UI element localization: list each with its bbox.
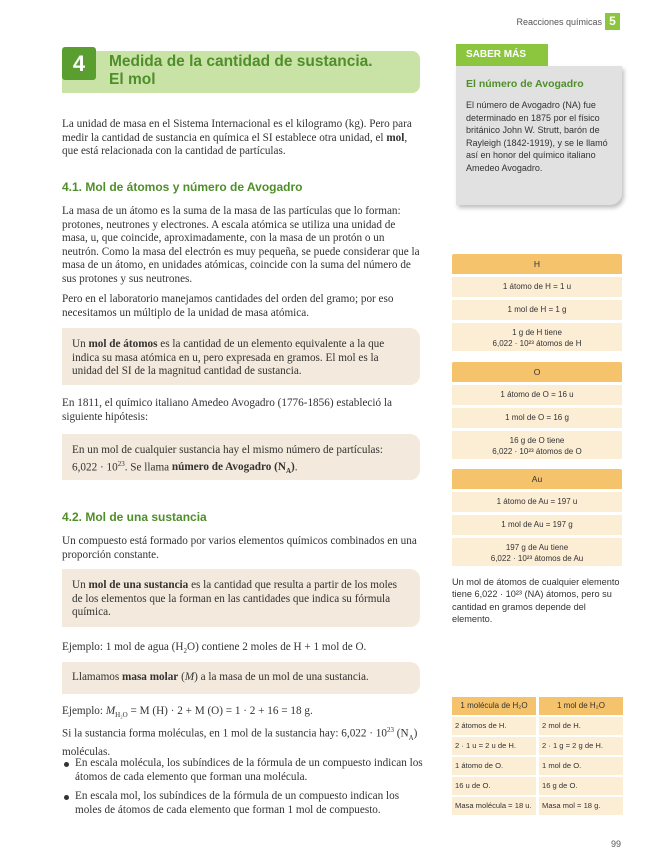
table-header-row xyxy=(452,697,624,715)
element-atom-count: 16 g de O tiene 6,022 · 10²³ átomos de O xyxy=(452,431,622,459)
element-table-au xyxy=(452,469,622,566)
table-cell: 2 mol de H. xyxy=(539,717,623,735)
element-mol-mass: 1 mol de Au = 197 g xyxy=(452,515,622,535)
intro-paragraph: La unidad de masa en el Sistema Internacional es el kilogramo (kg). Pero para medir la cantidad de sustancia en química el SI establece otra unidad, el mol, que está relacionada con la cantidad de partículas. xyxy=(62,118,412,158)
table-row xyxy=(452,717,624,735)
element-atom-mass: 1 átomo de Au = 197 u xyxy=(452,492,622,512)
table-cell: Masa mol = 18 g. xyxy=(539,797,623,815)
table-cell: Masa molécula = 18 u. xyxy=(452,797,536,815)
mol-note: Un mol de átomos de cualquier elemento tiene 6,022 · 10²³ (NA) átomos, pero su cantidad en gramos depende del elemento. xyxy=(452,577,620,625)
table-row xyxy=(452,757,624,775)
list-item: En escala mol, los subíndices de la fórmula de un compuesto indican los moles de átomos de cada elemento que forman 1 mol de compuesto. xyxy=(62,790,424,817)
chapter-number-badge: 5 xyxy=(605,13,620,30)
chapter-title: Reacciones químicas xyxy=(516,17,602,27)
column-header: 1 mol de H₂O xyxy=(539,697,623,715)
section-title xyxy=(109,53,409,89)
example-molar-mass: Ejemplo: $M_{H_2O} = M$ (H) · 2 + M (O) = 1 · 2 + 16 = 18 g. xyxy=(62,705,313,720)
table-cell: 2 · 1 u = 2 u de H. xyxy=(452,737,536,755)
subsection-title-4-1: 4.1. Mol de átomos y número de Avogadro xyxy=(62,180,303,194)
saber-mas-title: El número de Avogadro xyxy=(466,78,584,90)
section-number: 4 xyxy=(62,47,96,80)
element-mol-mass: 1 mol de O = 16 g xyxy=(452,408,622,428)
element-atom-mass: 1 átomo de O = 16 u xyxy=(452,385,622,405)
saber-mas-tab: SABER MÁS xyxy=(456,44,548,66)
element-atom-count: 1 g de H tiene 6,022 · 10²³ átomos de H xyxy=(452,323,622,351)
table-cell: 16 g de O. xyxy=(539,777,623,795)
table-cell: 2 átomos de H. xyxy=(452,717,536,735)
subsection-title-4-2: 4.2. Mol de una sustancia xyxy=(62,510,207,524)
section-title-line1: Medida de la cantidad de sustancia. xyxy=(109,53,373,70)
paragraph-atom-mass: La masa de un átomo es la suma de la masa de las partículas que lo forman: protones, neutrones y electrones. A escala atómica se utiliza una unidad de masa, u, que coincide, aproximadamente, con la masa de un protón o un neutrón. Como la masa del electrón es muy pequeña, se puede considerar que la masa de un átomo, en unidades atómicas, coincide con la suma del número de sus protones y sus neutrones. xyxy=(62,205,420,285)
element-table-o xyxy=(452,362,622,459)
list-item: En escala molécula, los subíndices de la fórmula de un compuesto indican los átomos de cada elemento que forman una molécula. xyxy=(62,757,424,784)
column-header: 1 molécula de H₂O xyxy=(452,697,536,715)
table-cell: 1 mol de O. xyxy=(539,757,623,775)
table-row xyxy=(452,737,624,755)
table-cell: 1 átomo de O. xyxy=(452,757,536,775)
paragraph-laboratory: Pero en el laboratorio manejamos cantidades del orden del gramo; por eso necesitamos un múltiplo de la unidad de masa atómica. xyxy=(62,293,394,319)
comparison-table xyxy=(452,697,624,817)
definition-box-mol-substance: Un mol de una sustancia es la cantidad que resulta a partir de los moles de los elementos que la forman en las cantidades que indica su fórmula química. xyxy=(62,569,420,627)
table-cell: 16 u de O. xyxy=(452,777,536,795)
definition-box-mol-atoms: Un mol de átomos es la cantidad de un elemento equivalente a la que indica su masa atómica en u, pero expresada en gramos. El mol es la unidad del SI de la magnitud cantidad de sustancia. xyxy=(62,328,420,385)
saber-mas-text: El número de Avogadro (NA) fue determinado en 1875 por el físico británico John W. Strutt, barón de Rayleigh (1842-1919), y se le llamó así en honor del químico italiano Amedeo Avogadro. xyxy=(466,100,608,173)
page-number: 99 xyxy=(611,839,622,849)
element-mol-mass: 1 mol de H = 1 g xyxy=(452,300,622,320)
paragraph-avogadro: En 1811, el químico italiano Amedeo Avogadro (1776-1856) estableció la siguiente hipótesis: xyxy=(62,397,392,423)
element-symbol: H xyxy=(452,254,622,274)
element-atom-mass: 1 átomo de H = 1 u xyxy=(452,277,622,297)
table-row xyxy=(452,777,624,795)
section-title-line2: El mol xyxy=(109,71,156,88)
table-cell: 2 · 1 g = 2 g de H. xyxy=(539,737,623,755)
definition-box-molar-mass: Llamamos masa molar (M) a la masa de un mol de una sustancia. xyxy=(62,662,420,694)
example-water: Ejemplo: 1 mol de agua $(H_2O)$ contiene 2 moles de H + 1 mol de O. xyxy=(62,641,367,656)
paragraph-compound: Un compuesto está formado por varios elementos químicos combinados en una proporción constante. xyxy=(62,535,417,561)
element-symbol: Au xyxy=(452,469,622,489)
element-atom-count: 197 g de Au tiene 6,022 · 10²³ átomos de Au xyxy=(452,538,622,566)
element-table-h xyxy=(452,254,622,351)
definition-box-avogadro: En un mol de cualquier sustancia hay el mismo número de partículas: $6,022 \cdot 10^{23}$. Se llama número de Avogadro $(N_A)$. xyxy=(62,434,420,480)
saber-mas-box xyxy=(456,66,622,205)
element-symbol: O xyxy=(452,362,622,382)
table-row xyxy=(452,797,624,815)
paragraph-molecules: Si la sustancia forma moléculas, en 1 mol de la sustancia hay: $6,022 \cdot 10^{23}$ $(N_A)$ moléculas. xyxy=(62,726,418,758)
bullet-list xyxy=(62,757,424,823)
